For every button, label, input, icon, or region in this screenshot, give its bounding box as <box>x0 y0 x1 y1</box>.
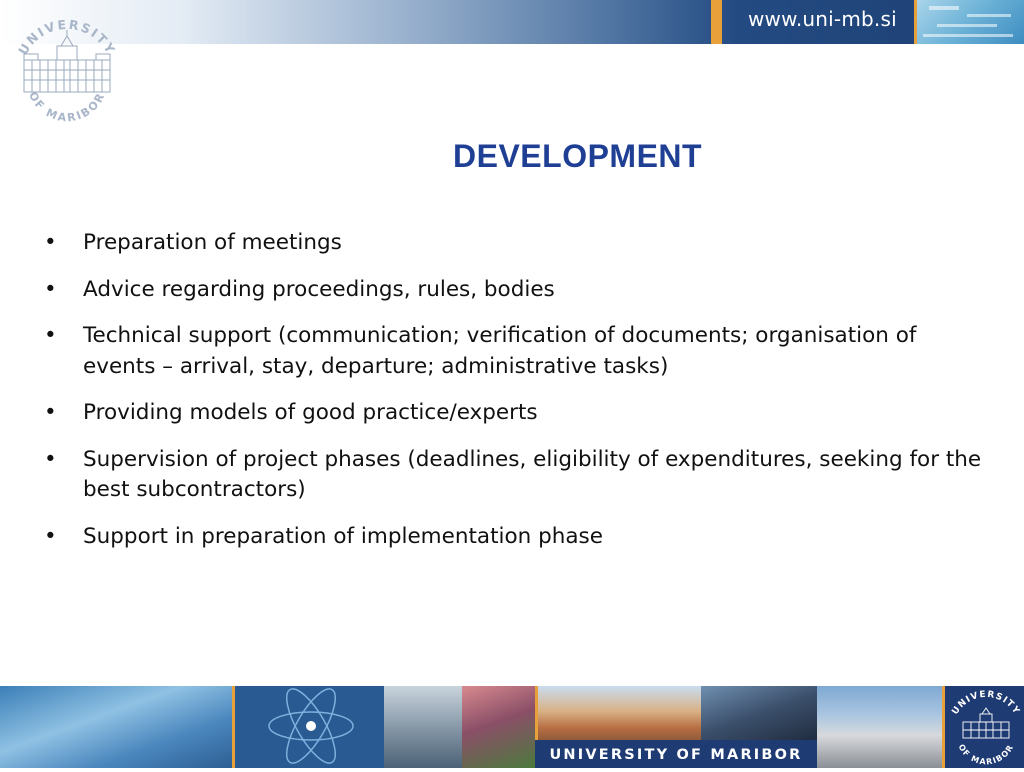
website-url: www.uni-mb.si <box>748 7 897 31</box>
bullet-text: Advice regarding proceedings, rules, bodies <box>83 276 555 302</box>
bullet-list <box>44 228 984 568</box>
svg-text:OF MARIBOR <box>26 90 108 125</box>
footer-photo-strip <box>0 686 1024 768</box>
svg-text:UNIVERSITY <box>15 17 119 58</box>
photo-tile-flowers <box>462 686 535 768</box>
list-item <box>44 522 984 553</box>
footer-logo-text-bottom: OF MARIBOR <box>956 742 1016 767</box>
svg-text:UNIVERSITY <box>950 690 1021 717</box>
university-logo <box>14 12 120 130</box>
logo-text-bottom: OF MARIBOR <box>26 89 108 125</box>
list-item <box>44 321 984 382</box>
slide-title: DEVELOPMENT <box>453 138 703 174</box>
photo-tile-city <box>535 686 704 742</box>
banner-accent-stripe <box>711 0 722 44</box>
photo-tile-atom <box>232 686 387 768</box>
bullet-icon: • <box>44 523 57 549</box>
footer-logo-text-top: UNIVERSITY <box>950 689 1022 717</box>
bullet-text: Providing models of good practice/experts <box>83 400 538 425</box>
bullet-icon: • <box>44 323 57 348</box>
bullet-icon: • <box>44 400 57 425</box>
logo-text-top: UNIVERSITY <box>15 16 119 58</box>
footer-university-label: UNIVERSITY OF MARIBOR <box>535 740 817 768</box>
bullet-icon: • <box>44 446 57 472</box>
atom-icon <box>235 686 387 768</box>
banner-building-photo <box>914 0 1024 44</box>
list-item <box>44 398 984 429</box>
footer-university-logo <box>942 686 1024 768</box>
bullet-text: Technical support (communication; verification of documents; organisation of events – arrival, stay, departure; administrative tasks) <box>83 323 917 379</box>
list-item <box>44 275 984 306</box>
bullet-text: Preparation of meetings <box>83 230 342 255</box>
bullet-icon: • <box>44 230 57 255</box>
photo-tile-computer-lab <box>0 686 232 768</box>
list-item <box>44 445 984 506</box>
svg-text:OF MARIBOR <box>956 743 1015 767</box>
bullet-icon: • <box>44 276 57 302</box>
footer-building-icon <box>963 708 1009 738</box>
list-item <box>44 228 984 259</box>
bullet-text: Supervision of project phases (deadlines, eligibility of expenditures, seeking for the best subcontractors) <box>83 446 982 502</box>
photo-tile-building <box>817 686 942 768</box>
photo-tile-laboratory <box>384 686 462 768</box>
bullet-text: Support in preparation of implementation phase <box>83 523 603 549</box>
photo-tile-students <box>701 686 817 742</box>
